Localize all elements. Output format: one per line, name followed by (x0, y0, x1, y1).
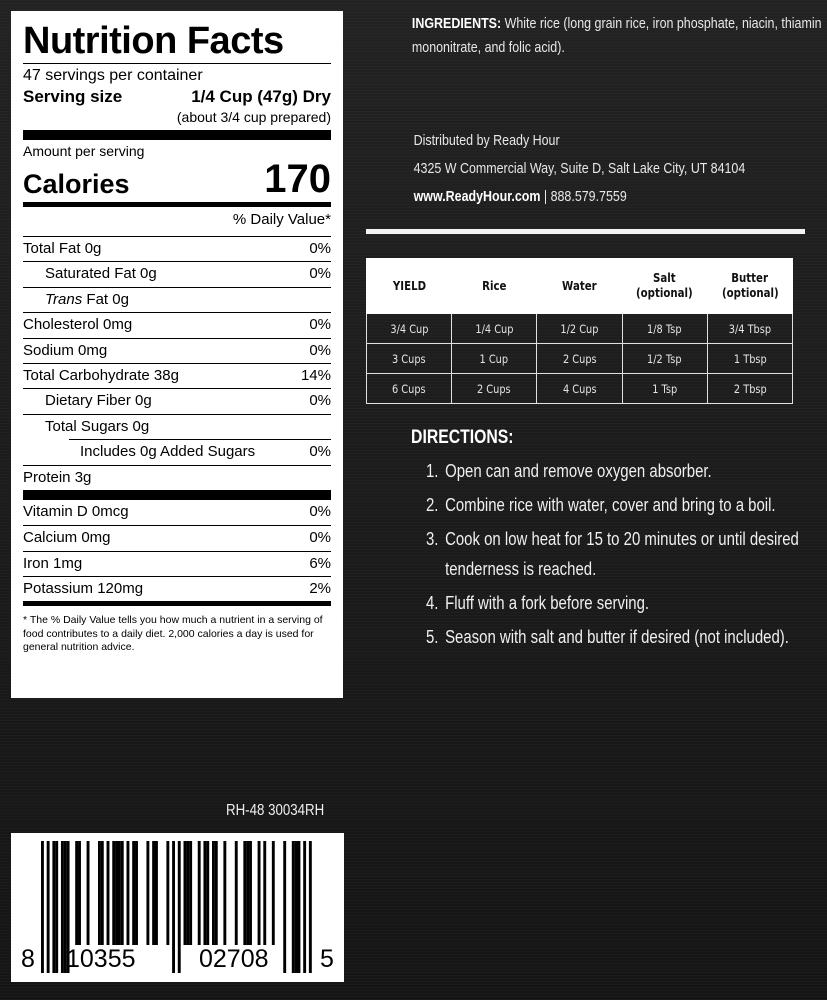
distributor-contact (414, 183, 827, 211)
nutrient-row (69, 439, 331, 464)
ingredients (412, 12, 827, 60)
nutrient-label: Total Fat 0g (23, 240, 102, 257)
calories-label: Calories (23, 169, 130, 199)
table-cell (452, 314, 537, 344)
step-number: 4. (425, 593, 439, 613)
barcode-bar (295, 841, 298, 973)
barcode-bar (215, 841, 218, 945)
barcode-bar (303, 841, 306, 973)
step-number: 5. (425, 627, 439, 647)
barcode-bar (118, 841, 121, 945)
barcode-bar (203, 841, 206, 945)
nutrient-dv: 0% (309, 443, 331, 461)
cell-text: 2 Cups (562, 351, 597, 366)
serving-size-prepared: (about 3/4 cup prepared) (176, 109, 331, 125)
barcode-bar (206, 841, 209, 945)
table-cell (537, 374, 622, 404)
step-text: Fluff with a fork before serving. (445, 593, 650, 613)
table-cell (452, 344, 537, 374)
mineral-dv: 0% (309, 502, 331, 520)
table-cell (537, 344, 622, 374)
table-cell (707, 314, 792, 344)
nutrient-dv: 0% (309, 240, 331, 257)
header-line: (optional) (636, 286, 693, 300)
nutrient-row (23, 338, 331, 363)
barcode-bar (155, 841, 158, 945)
mineral-dv: 2% (309, 580, 331, 598)
barcode-bar (55, 841, 58, 973)
barcode-bar (47, 841, 50, 973)
cell-text: 2 Tbsp (733, 381, 767, 396)
nutrient-row (23, 465, 331, 490)
barcode-bar (98, 841, 101, 945)
barcode-digit: 02708 (199, 945, 269, 973)
barcode-bars (11, 833, 344, 982)
barcode (11, 833, 344, 982)
step-number: 2. (425, 495, 439, 515)
barcode-bar (198, 841, 201, 945)
mineral-row (23, 576, 331, 601)
serving-size-value: 1/4 Cup (47g) Dry (191, 87, 331, 106)
mineral-row (23, 551, 331, 576)
barcode-bar (235, 841, 238, 945)
barcode-bar (283, 841, 286, 973)
table-cell (537, 314, 622, 344)
barcode-bar (115, 841, 118, 945)
nutrient-label: Cholesterol 0mg (23, 316, 133, 334)
barcode-digit: 10355 (66, 945, 136, 973)
nutrient-label: Dietary Fiber 0g (45, 392, 152, 410)
cell-text: 3/4 Cup (390, 321, 429, 336)
barcode-bar (292, 841, 295, 973)
nutrient-row (23, 414, 331, 439)
distributor-address: 4325 W Commercial Way, Suite D, Salt Lake City, UT 84104 (413, 160, 746, 177)
step-number: 1. (425, 461, 439, 481)
calories-value: 170 (264, 157, 331, 201)
nutrient-dv: 14% (300, 366, 331, 384)
cell-text: 6 Cups (392, 381, 426, 396)
nutrient-row (23, 261, 331, 286)
barcode-bar (309, 841, 312, 973)
ingredients-text: White rice (long grain rice, iron phosphate, niacin, thiamin mononitrate, and folic acid). (411, 15, 822, 56)
table-cell (367, 344, 452, 374)
barcode-bar (121, 841, 124, 945)
cell-text: 1/2 Tsp (647, 351, 682, 366)
cell-text: 3/4 Tbsp (728, 321, 772, 336)
step-text: Season with salt and butter if desired (not included). (445, 627, 789, 647)
table-row (367, 314, 793, 344)
nutrient-row (23, 287, 331, 312)
nutrient-row (23, 236, 331, 261)
cell-text: 1 Cup (480, 351, 509, 366)
nutrient-dv: 0% (309, 265, 331, 283)
nutrient-row (23, 388, 331, 413)
direction-step (411, 456, 827, 486)
header-line: YIELD (392, 278, 426, 293)
barcode-bar (243, 841, 246, 945)
nutrient-row (23, 312, 331, 337)
cell-text: 3 Cups (392, 351, 426, 366)
mineral-label: Calcium 0mg (23, 529, 111, 547)
barcode-bar (78, 841, 81, 945)
barcode-bar (61, 841, 64, 973)
barcode-bar (186, 841, 189, 945)
divider (23, 63, 331, 64)
table-row (367, 344, 793, 374)
mineral-dv: 6% (309, 554, 331, 572)
nutrient-label: Total Sugars 0g (45, 417, 150, 435)
section-divider (366, 229, 805, 234)
divider-thick (23, 490, 331, 500)
step-text: Combine rice with water, cover and bring to a boil. (445, 495, 776, 515)
direction-step (411, 490, 827, 520)
barcode-bar (246, 841, 249, 945)
barcode-bar (101, 841, 104, 945)
cell-text: 4 Cups (562, 381, 597, 396)
mineral-row (23, 500, 331, 525)
barcode-bar (272, 841, 275, 945)
header-line: Water (562, 278, 597, 293)
website-link[interactable]: www.ReadyHour.com (413, 188, 541, 205)
distributor-info (414, 127, 827, 211)
ingredients-label: INGREDIENTS: (411, 15, 502, 32)
table-cell (452, 374, 537, 404)
directions-heading: DIRECTIONS: (411, 427, 514, 448)
nutrient-dv: 0% (309, 316, 331, 334)
calories-row (23, 159, 331, 199)
barcode-digit: 8 (21, 945, 35, 973)
serving-size-label: Serving size (23, 87, 123, 106)
nutrition-title: Nutrition Facts (23, 20, 284, 62)
directions (411, 424, 827, 652)
divider-thick (23, 130, 331, 140)
nutrient-dv: 0% (309, 392, 331, 410)
barcode-bar (75, 841, 78, 945)
barcode-bar (135, 841, 138, 945)
table-cell (707, 374, 792, 404)
barcode-bar (166, 841, 169, 945)
trans-rest: Fat 0g (82, 290, 129, 308)
cell-text: 2 Cups (477, 381, 512, 396)
mineral-dv: 0% (309, 529, 331, 547)
mineral-label: Iron 1mg (23, 554, 83, 572)
barcode-bar (107, 841, 110, 945)
direction-step (411, 622, 827, 652)
header-cell (367, 259, 452, 314)
header-line: Rice (482, 278, 507, 293)
nutrient-dv: 0% (309, 341, 331, 359)
header-cell (537, 259, 622, 314)
table-cell (367, 314, 452, 344)
nutrient-label: Includes 0g Added Sugars (80, 443, 256, 461)
direction-step (411, 588, 827, 618)
nutrient-label: Total Carbohydrate 38g (23, 366, 179, 384)
barcode-bar (184, 841, 187, 945)
header-cell (622, 259, 707, 314)
barcode-bar (41, 841, 44, 973)
mineral-label: Vitamin D 0mcg (23, 502, 129, 520)
step-text: Open can and remove oxygen absorber. (445, 461, 712, 481)
barcode-bar (146, 841, 149, 945)
servings-per-container: 47 servings per container (23, 67, 203, 84)
table-cell (707, 344, 792, 374)
barcode-bar (212, 841, 215, 945)
nutrient-label: Protein 3g (23, 468, 92, 486)
yield-table-header (367, 259, 793, 314)
barcode-bar (112, 841, 115, 945)
cell-text: 1/4 Cup (475, 321, 514, 336)
table-cell (622, 314, 707, 344)
product-code: RH-48 30034RH (226, 802, 325, 819)
step-number: 3. (425, 529, 439, 549)
barcode-bar (132, 841, 135, 945)
header-line: (optional) (721, 286, 779, 300)
header-line: Salt (653, 271, 676, 285)
barcode-bar (298, 841, 301, 973)
header-cell (707, 259, 792, 314)
cell-text: 1/2 Cup (560, 321, 599, 336)
step-text: Cook on low heat for 15 to 20 minutes or until desired tenderness is reached. (445, 529, 799, 579)
barcode-bar (258, 841, 261, 945)
daily-value-header: % Daily Value* (232, 211, 331, 228)
phone-number: | 888.579.7559 (540, 188, 627, 205)
barcode-bar (263, 841, 266, 945)
cell-text: 1/8 Tsp (647, 321, 682, 336)
barcode-bar (152, 841, 155, 945)
barcode-bar (127, 841, 130, 945)
trans-italic: Trans (45, 290, 83, 308)
table-row (367, 374, 793, 404)
amount-per-serving: Amount per serving (23, 143, 145, 159)
nutrition-facts-panel (11, 11, 343, 698)
barcode-bar (87, 841, 90, 945)
barcode-digit: 5 (320, 945, 334, 973)
yield-table (366, 258, 793, 404)
header-cell (452, 259, 537, 314)
barcode-bar (223, 841, 226, 945)
barcode-bar (172, 841, 175, 973)
nutrient-label: Saturated Fat 0g (45, 265, 157, 283)
nutrient-row (23, 363, 331, 388)
barcode-bar (178, 841, 181, 973)
barcode-bar (189, 841, 192, 945)
direction-step (411, 524, 827, 584)
serving-size-row (23, 86, 331, 108)
barcode-bar (52, 841, 55, 973)
cell-text: 1 Tsp (652, 381, 678, 396)
distributor-line: Distributed by Ready Hour (413, 132, 560, 149)
table-cell (367, 374, 452, 404)
table-cell (622, 374, 707, 404)
header-line: Butter (731, 271, 769, 285)
nutrient-label (23, 288, 129, 312)
nutrient-label: Sodium 0mg (23, 341, 108, 359)
cell-text: 1 Tbsp (733, 351, 767, 366)
table-cell (622, 344, 707, 374)
mineral-label: Potassium 120mg (23, 580, 144, 598)
mineral-row (23, 525, 331, 550)
daily-value-footnote: * The % Daily Value tells you how much a nutrient in a serving of food contributes to a daily diet. 2,000 calories a day is used for general nutrition advice. (23, 614, 323, 654)
barcode-bar (249, 841, 252, 945)
